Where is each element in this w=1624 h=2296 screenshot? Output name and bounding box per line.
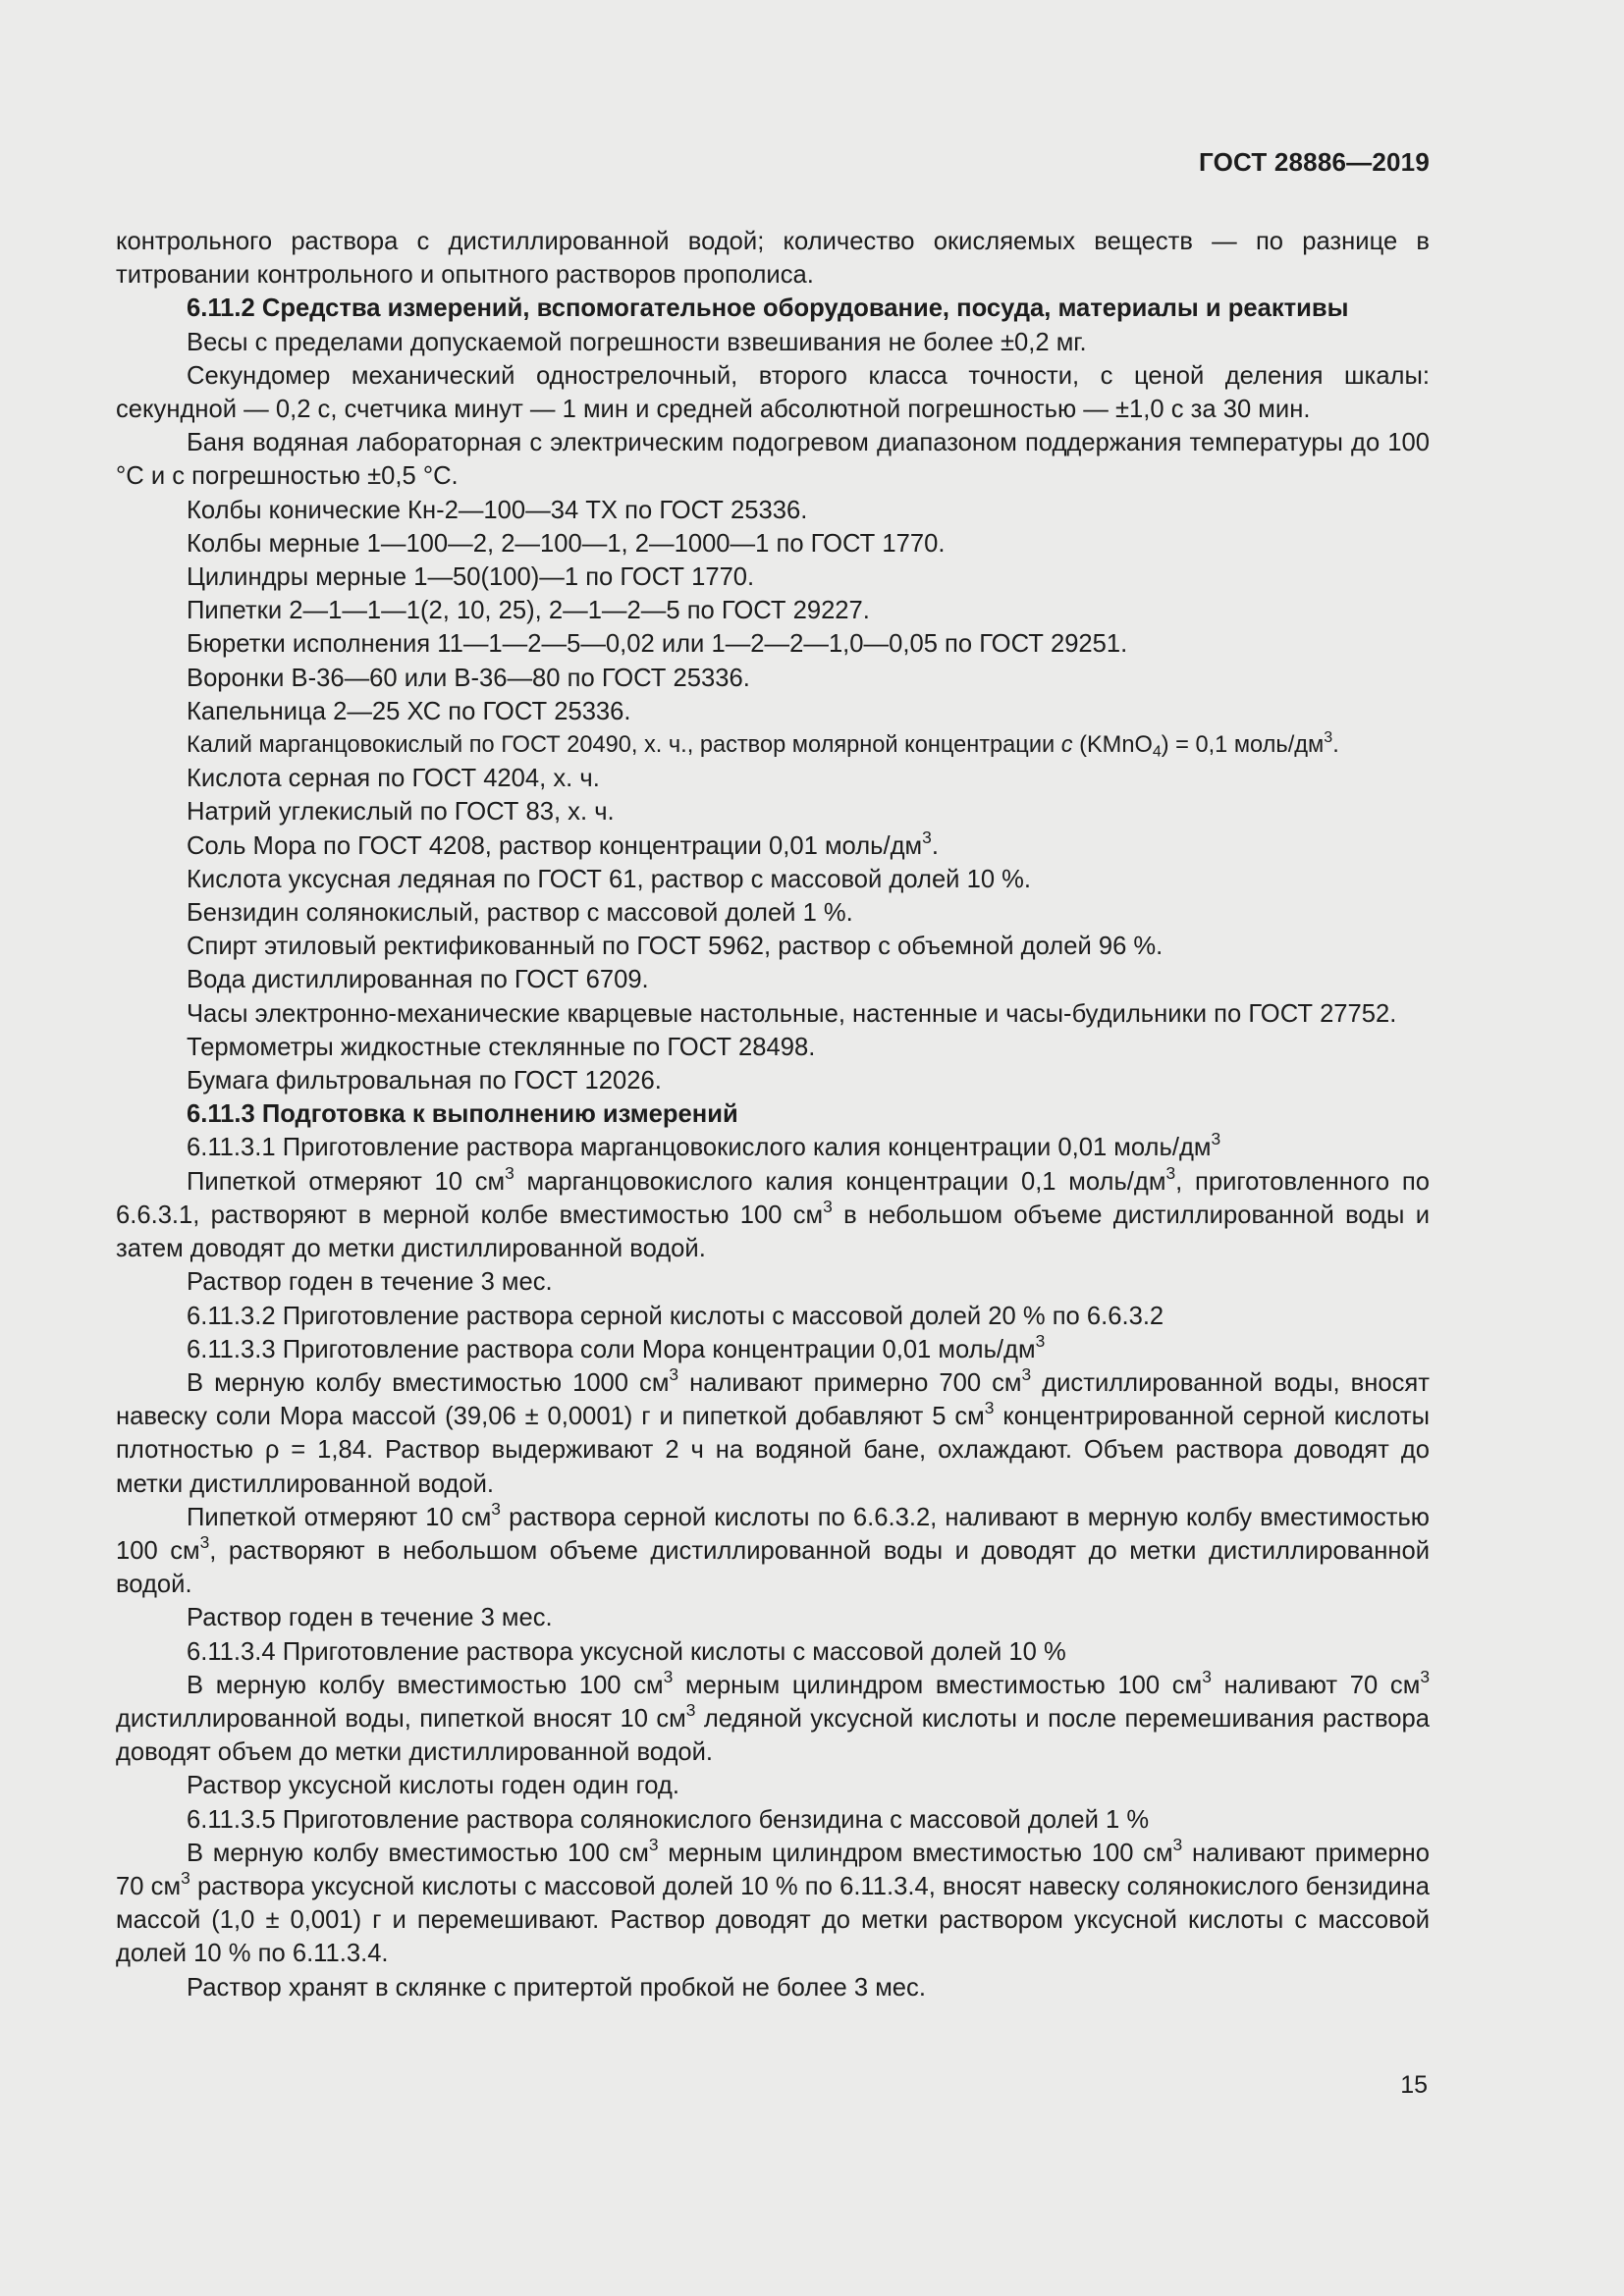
paragraph xyxy=(116,627,1430,661)
paragraph xyxy=(116,326,1430,359)
text-run: 6.11.2 Средства измерений, вспомогательное оборудование, посуда, материалы и реактивы xyxy=(187,294,1349,323)
text-run: Раствор годен в течение 3 мес. xyxy=(187,1268,553,1297)
text-run: Баня водяная лабораторная с электрическим подогревом диапазоном поддержания температуры до 100 °С и с погрешностью ±0,5 °С. xyxy=(116,429,1430,491)
text-run: Секундомер механический однострелочный, второго класса точности, с ценой деления шкалы: секундной — 0,2 с, счетчика минут — 1 мин и средней абсолютной погрешностью — ±1,0 с за 30 мин. xyxy=(116,361,1430,424)
paragraph xyxy=(116,930,1430,963)
text-run: , приготовленного по 6.6.3.1, растворяют в мерной колбе вместимостью 100 см xyxy=(116,1167,1430,1229)
text-run: Бюретки исполнения 11—1—2—5—0,02 или 1—2—2—1,0—0,05 по ГОСТ 29251. xyxy=(187,630,1128,659)
paragraph xyxy=(116,1601,1430,1634)
paragraph xyxy=(116,1265,1430,1299)
text-run: Раствор хранят в склянке с притертой пробкой не более 3 мес. xyxy=(187,1973,926,2002)
page-number: 15 xyxy=(1400,2071,1428,2099)
text-run: Соль Мора по ГОСТ 4208, раствор концентрации 0,01 моль/дм xyxy=(187,831,923,860)
superscript: 3 xyxy=(922,827,932,847)
text-run: ) = 0,1 моль/дм xyxy=(1161,732,1325,759)
text-run: наливают примерно 70 см xyxy=(116,1839,1430,1900)
text-run: 6.11.3.4 Приготовление раствора уксусной кислоты с массовой долей 10 % xyxy=(187,1637,1066,1666)
superscript: 3 xyxy=(1021,1364,1032,1385)
text-run: В мерную колбу вместимостью 1000 см xyxy=(187,1368,670,1397)
superscript: 3 xyxy=(1165,1162,1176,1183)
text-run: 6.11.3 Подготовка к выполнению измерений xyxy=(187,1100,738,1129)
text-run: Колбы конические Кн-2—100—34 ТХ по ГОСТ 25336. xyxy=(187,496,808,524)
paragraph xyxy=(116,762,1430,795)
paragraph xyxy=(116,795,1430,828)
text-run: в небольшом объеме дистиллированной воды и затем доводят до метки дистиллированной водой. xyxy=(116,1201,1430,1263)
text-run: Пипетки 2—1—1—1(2, 10, 25), 2—1—2—5 по ГОСТ 29227. xyxy=(187,597,870,625)
text-run: Воронки В-36—60 или В-36—80 по ГОСТ 25336. xyxy=(187,664,750,692)
paragraph xyxy=(116,1031,1430,1064)
text-run: дистиллированной воды, пипеткой вносят 10 см xyxy=(116,1704,686,1733)
paragraph xyxy=(116,1162,1430,1266)
text-run: Капельница 2—25 ХС по ГОСТ 25336. xyxy=(187,697,631,725)
text-run: 6.11.3.2 Приготовление раствора серной кислоты с массовой долей 20 % по 6.6.3.2 xyxy=(187,1302,1164,1330)
superscript: 3 xyxy=(1324,728,1333,747)
text-run: Спирт этиловый ректификованный по ГОСТ 5962, раствор с объемной долей 96 %. xyxy=(187,933,1164,961)
text-run: мерным цилиндром вместимостью 100 см xyxy=(658,1839,1173,1867)
text-run: марганцовокислого калия концентрации 0,1 моль/дм xyxy=(514,1167,1166,1196)
text-run: Кислота уксусная ледяная по ГОСТ 61, раствор с массовой долей 10 %. xyxy=(187,865,1032,893)
paragraph xyxy=(116,494,1430,527)
text-run: наливают примерно 700 см xyxy=(678,1368,1022,1397)
paragraph xyxy=(116,1769,1430,1802)
subscript: 4 xyxy=(1152,742,1162,761)
superscript: 3 xyxy=(1420,1666,1430,1686)
text-run: раствора серной кислоты по 6.6.3.2, наливают в мерную колбу вместимостью 100 см xyxy=(116,1503,1430,1565)
text-run: , растворяют в небольшом объеме дистиллированной воды и доводят до метки дистиллированной водой. xyxy=(116,1536,1430,1599)
text-run: Бумага фильтровальная по ГОСТ 12026. xyxy=(187,1067,662,1095)
text-run: Натрий углекислый по ГОСТ 83, х. ч. xyxy=(187,798,615,827)
paragraph xyxy=(116,1666,1430,1770)
text-run: Бензидин солянокислый, раствор с массовой долей 1 %. xyxy=(187,899,853,928)
text-run: мерным цилиндром вместимостью 100 см xyxy=(673,1671,1203,1699)
paragraph xyxy=(116,963,1430,996)
superscript: 3 xyxy=(1202,1666,1212,1686)
superscript: 3 xyxy=(984,1398,995,1418)
paragraph xyxy=(116,594,1430,627)
text-run: раствора уксусной кислоты с массовой долей 10 % по 6.11.3.4, вносят навеску солянокислого бензидина массой (1,0 ± 0,001) г и перемешивают. Раствор доводят до метки раствором уксусной кислоты с массовой долей 10 % по 6.11.3.4. xyxy=(116,1872,1430,1968)
text-run: наливают 70 см xyxy=(1211,1671,1421,1699)
paragraph xyxy=(116,561,1430,594)
text-run: контрольного раствора с дистиллированной водой; количество окисляемых веществ — по разнице в титровании контрольного и опытного растворов прополиса. xyxy=(116,228,1430,290)
superscript: 3 xyxy=(1211,1129,1221,1149)
paragraph xyxy=(116,1498,1430,1602)
paragraph xyxy=(116,1064,1430,1097)
text-run: Калий марганцовокислый по ГОСТ 20490, х. ч., раствор молярной концентрации xyxy=(187,732,1061,759)
superscript: 3 xyxy=(1172,1834,1183,1854)
text-run: . xyxy=(1332,732,1339,759)
italic-symbol: c xyxy=(1060,732,1073,759)
text-run: концентрированной серной кислоты плотностью ρ = 1,84. Раствор выдерживают 2 ч на водяной бане, охлаждают. Объем раствора доводят до метки дистиллированной водой. xyxy=(116,1403,1430,1498)
superscript: 3 xyxy=(199,1532,210,1553)
text-run: 6.11.3.1 Приготовление раствора марганцовокислого калия концентрации 0,01 моль/дм xyxy=(187,1134,1212,1162)
superscript: 3 xyxy=(669,1364,679,1385)
paragraph xyxy=(116,1300,1430,1333)
superscript: 3 xyxy=(505,1162,514,1183)
superscript: 3 xyxy=(685,1700,696,1721)
paragraph xyxy=(116,225,1430,292)
page-body xyxy=(116,225,1430,2004)
text-run: Весы с пределами допускаемой погрешности взвешивания не более ±0,2 мг. xyxy=(187,328,1087,356)
document-code: ГОСТ 28886—2019 xyxy=(1199,147,1430,177)
paragraph xyxy=(116,695,1430,728)
text-run: В мерную колбу вместимостью 100 см xyxy=(187,1839,649,1867)
text-run: Пипеткой отмеряют 10 см xyxy=(187,1503,492,1531)
paragraph xyxy=(116,1635,1430,1669)
paragraph xyxy=(116,662,1430,695)
paragraph xyxy=(116,1330,1430,1366)
text-run: Колбы мерные 1—100—2, 2—100—1, 2—1000—1 по ГОСТ 1770. xyxy=(187,529,946,558)
superscript: 3 xyxy=(181,1868,190,1889)
superscript: 3 xyxy=(491,1498,501,1519)
text-run: 6.11.3.3 Приготовление раствора соли Мора концентрации 0,01 моль/дм xyxy=(187,1335,1036,1363)
paragraph xyxy=(116,997,1430,1031)
paragraph xyxy=(116,426,1430,493)
text-run: В мерную колбу вместимостью 100 см xyxy=(187,1671,664,1699)
text-run: 6.11.3.5 Приготовление раствора солянокислого бензидина с массовой долей 1 % xyxy=(187,1805,1150,1834)
paragraph xyxy=(116,896,1430,930)
section-heading xyxy=(116,292,1430,325)
text-run: Часы электронно-механические кварцевые настольные, настенные и часы-будильники по ГОСТ 27752. xyxy=(187,999,1397,1028)
text-run: Пипеткой отмеряют 10 см xyxy=(187,1167,506,1196)
superscript: 3 xyxy=(663,1666,674,1686)
text-run: Раствор уксусной кислоты годен один год. xyxy=(187,1772,679,1800)
superscript: 3 xyxy=(1035,1330,1046,1351)
text-run: ледяной уксусной кислоты и после перемешивания раствора доводят объем до метки дистиллированной водой. xyxy=(116,1704,1430,1767)
paragraph xyxy=(116,863,1430,896)
section-heading xyxy=(116,1097,1430,1131)
text-run: (KMnO xyxy=(1072,732,1153,759)
superscript: 3 xyxy=(823,1197,833,1217)
text-run: Раствор годен в течение 3 мес. xyxy=(187,1604,553,1632)
paragraph xyxy=(116,1834,1430,1971)
text-run: Цилиндры мерные 1—50(100)—1 по ГОСТ 1770. xyxy=(187,563,755,592)
text-run: дистиллированной воды, вносят навеску соли Мора массой (39,06 ± 0,0001) г и пипеткой добавляют 5 см xyxy=(116,1368,1430,1431)
paragraph xyxy=(116,1971,1430,2004)
paragraph xyxy=(116,1366,1430,1501)
paragraph xyxy=(116,1131,1430,1164)
paragraph xyxy=(116,359,1430,426)
superscript: 3 xyxy=(648,1834,659,1854)
paragraph xyxy=(116,728,1430,762)
text-run: Кислота серная по ГОСТ 4204, х. ч. xyxy=(187,765,600,793)
paragraph xyxy=(116,829,1430,863)
text-run: Термометры жидкостные стеклянные по ГОСТ 28498. xyxy=(187,1033,816,1061)
paragraph xyxy=(116,1803,1430,1837)
text-run: Вода дистиллированная по ГОСТ 6709. xyxy=(187,966,649,994)
text-run: . xyxy=(931,831,939,860)
paragraph xyxy=(116,527,1430,561)
